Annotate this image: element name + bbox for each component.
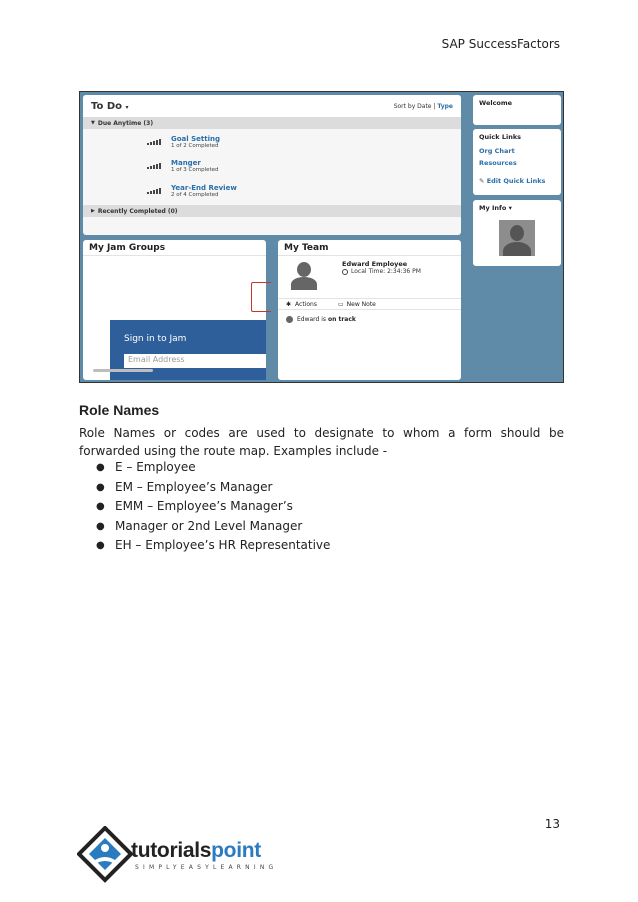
quick-links-title: Quick Links: [479, 133, 522, 141]
task-item[interactable]: [147, 184, 237, 198]
jam-groups-panel: [83, 240, 266, 380]
progress-bars-icon: [147, 188, 161, 194]
caret-down-icon: ▼: [91, 120, 95, 126]
list-item: ● EH – Employee’s HR Representative: [96, 538, 330, 558]
list-item: ● Manager or 2nd Level Manager: [96, 519, 330, 539]
logo-tagline: SIMPLYEASYLEARNING: [135, 864, 278, 871]
email-input[interactable]: Email Address: [124, 354, 266, 368]
my-team-panel: [278, 240, 461, 380]
page-header: SAP SuccessFactors: [441, 37, 560, 51]
task-item[interactable]: [147, 135, 220, 149]
bullet-icon: ●: [96, 481, 105, 493]
section-paragraph: Role Names or codes are used to designate to whom a form should be forwarded using the route map. Examples include -: [79, 426, 564, 458]
task-progress: 1 of 2 Completed: [171, 143, 219, 149]
list-item: ● E – Employee: [96, 460, 330, 480]
section-title: Role Names: [79, 402, 160, 418]
task-progress: 1 of 3 Completed: [171, 167, 219, 173]
pencil-icon: ✎: [479, 177, 485, 185]
track-status: Edward is on track: [286, 316, 356, 323]
jam-groups-title: My Jam Groups: [83, 240, 266, 256]
chevron-down-icon: ▾: [508, 204, 512, 212]
sort-control[interactable]: Sort by Date | Type: [393, 102, 453, 110]
section-due-anytime[interactable]: ▼ Due Anytime (3): [83, 117, 461, 129]
list-item: ● EM – Employee’s Manager: [96, 480, 330, 500]
page-number: 13: [544, 817, 560, 831]
link-org-chart[interactable]: Org Chart: [479, 147, 515, 155]
gear-icon: ✱: [286, 300, 292, 308]
progress-bars-icon: [147, 139, 161, 145]
bullet-icon: ●: [96, 540, 105, 551]
bullet-icon: ●: [96, 501, 105, 512]
progress-bars-icon: [147, 163, 161, 169]
chevron-down-icon: ▾: [125, 103, 129, 111]
new-note-button[interactable]: ▭ New Note: [338, 300, 376, 308]
team-action-row: [278, 298, 461, 310]
caret-right-icon: ▶: [91, 208, 95, 214]
task-title[interactable]: Goal Setting: [171, 135, 220, 143]
quick-links-panel: [473, 129, 561, 195]
check-circle-icon: [286, 316, 293, 323]
my-info-panel: [473, 200, 561, 266]
welcome-panel: [473, 95, 561, 125]
bullet-list: [96, 460, 330, 558]
my-info-title[interactable]: My Info ▾: [479, 204, 512, 212]
bullet-icon: ●: [96, 520, 105, 532]
edit-quick-links[interactable]: ✎ Edit Quick Links: [479, 177, 546, 185]
successfactors-screenshot: [79, 91, 564, 383]
task-item[interactable]: [147, 159, 219, 173]
jam-signin-label: Sign in to Jam: [124, 334, 187, 344]
clock-icon: [342, 269, 348, 275]
welcome-title: Welcome: [479, 99, 513, 107]
employee-name[interactable]: Edward Employee: [342, 260, 408, 268]
todo-panel: [83, 95, 461, 235]
task-title[interactable]: Year-End Review: [171, 184, 237, 192]
note-icon: ▭: [338, 300, 344, 308]
horizontal-scrollbar[interactable]: [93, 369, 153, 372]
todo-header: [83, 95, 461, 117]
list-item: ● EMM – Employee’s Manager’s: [96, 499, 330, 519]
bullet-icon: ●: [96, 462, 105, 473]
highlight-frame: [251, 282, 271, 312]
task-title[interactable]: Manger: [171, 159, 201, 167]
section-recently-completed[interactable]: ▶ Recently Completed (0): [83, 205, 461, 217]
todo-title[interactable]: To Do ▾: [91, 100, 129, 112]
logo-emblem-icon: [77, 826, 137, 886]
my-team-title: My Team: [278, 240, 461, 256]
link-resources[interactable]: Resources: [479, 159, 517, 167]
actions-button[interactable]: ✱ Actions: [286, 300, 317, 308]
employee-local-time: Local Time: 2:34:36 PM: [342, 268, 421, 275]
avatar: [288, 260, 320, 290]
avatar: [499, 220, 535, 256]
tutorialspoint-logo: [77, 826, 277, 886]
task-progress: 2 of 4 Completed: [171, 192, 219, 198]
employee-info: [342, 260, 421, 275]
logo-wordmark: tutorialspoint: [131, 839, 261, 862]
